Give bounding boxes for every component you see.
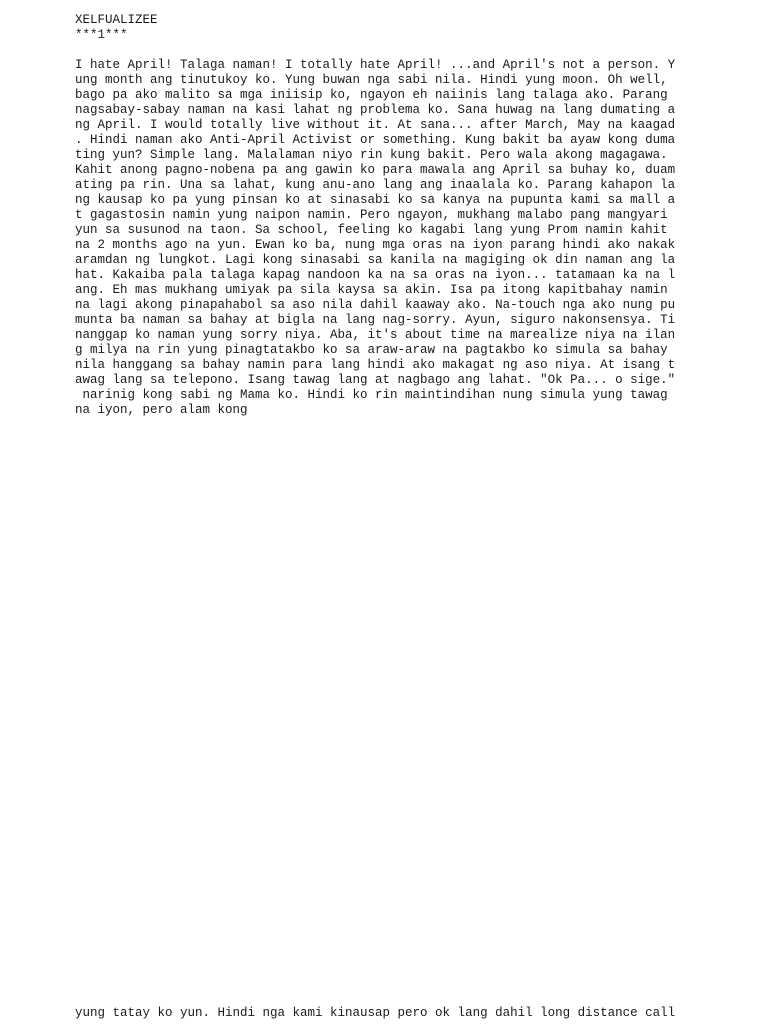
footer-text-line: yung tatay ko yun. Hindi nga kami kinausap pero ok lang dahil long distance call [75,1006,676,1020]
body-text-line: nagsabay-sabay naman na kasi lahat ng problema ko. Sana huwag na lang dumating a [75,103,676,117]
body-text-line: g milya na rin yung pinagtatakbo ko sa araw-araw na pagtakbo ko simula sa bahay [75,343,668,357]
body-text-line: ng April. I would totally live without it. At sana... after March, May na kaagad [75,118,676,132]
author-name: XELFUALIZEE [75,13,158,27]
body-text-line: ting yun? Simple lang. Malalaman niyo rin kung bakit. Pero wala akong magagawa. [75,148,668,162]
body-text-line: narinig kong sabi ng Mama ko. Hindi ko rin maintindihan nung simula yung tawag [75,388,668,402]
body-text-line: . Hindi naman ako Anti-April Activist or something. Kung bakit ba ayaw kong duma [75,133,676,147]
body-text-line: aramdan ng lungkot. Lagi kong sinasabi sa kanila na magiging ok din naman ang la [75,253,676,267]
body-text-line: ang. Eh mas mukhang umiyak pa sila kaysa sa akin. Isa pa itong kapitbahay namin [75,283,668,297]
body-text-line: na iyon, pero alam kong [75,403,248,417]
body-text-line: ating pa rin. Una sa lahat, kung anu-ano lang ang inaalala ko. Parang kahapon la [75,178,676,192]
body-text-line: na 2 months ago na yun. Ewan ko ba, nung mga oras na iyon parang hindi ako nakak [75,238,676,252]
body-text-line: ung month ang tinutukoy ko. Yung buwan nga sabi nila. Hindi yung moon. Oh well, [75,73,668,87]
body-text-line: t gagastosin namin yung naipon namin. Pero ngayon, mukhang malabo pang mangyari [75,208,668,222]
body-text-line: yun sa susunod na taon. Sa school, feeling ko kagabi lang yung Prom namin kahit [75,223,668,237]
body-text-line: hat. Kakaiba pala talaga kapag nandoon ka na sa oras na iyon... tatamaan ka na l [75,268,676,282]
body-text-line: ng kausap ko pa yung pinsan ko at sinasabi ko sa kanya na pupunta kami sa mall a [75,193,676,207]
body-text-line: awag lang sa telepono. Isang tawag lang at nagbago ang lahat. "Ok Pa... o sige." [75,373,676,387]
body-text-line: nila hanggang sa bahay namin para lang hindi ako makagat ng aso niya. At isang t [75,358,676,372]
body-text-line: nanggap ko naman yung sorry niya. Aba, it's about time na marealize niya na ilan [75,328,676,342]
chapter-marker: ***1*** [75,28,128,42]
body-text-line: Kahit anong pagno-nobena pa ang gawin ko para mawala ang April sa buhay ko, duam [75,163,676,177]
body-text-line: na lagi akong pinapahabol sa aso nila dahil kaaway ako. Na-touch nga ako nung pu [75,298,676,312]
body-text-line: munta ba naman sa bahay at bigla na lang nag-sorry. Ayun, siguro nakonsensya. Ti [75,313,676,327]
body-text-line: I hate April! Talaga naman! I totally hate April! ...and April's not a person. Y [75,58,676,72]
body-text-line: bago pa ako malito sa mga iniisip ko, ngayon eh naiinis lang talaga ako. Parang [75,88,668,102]
